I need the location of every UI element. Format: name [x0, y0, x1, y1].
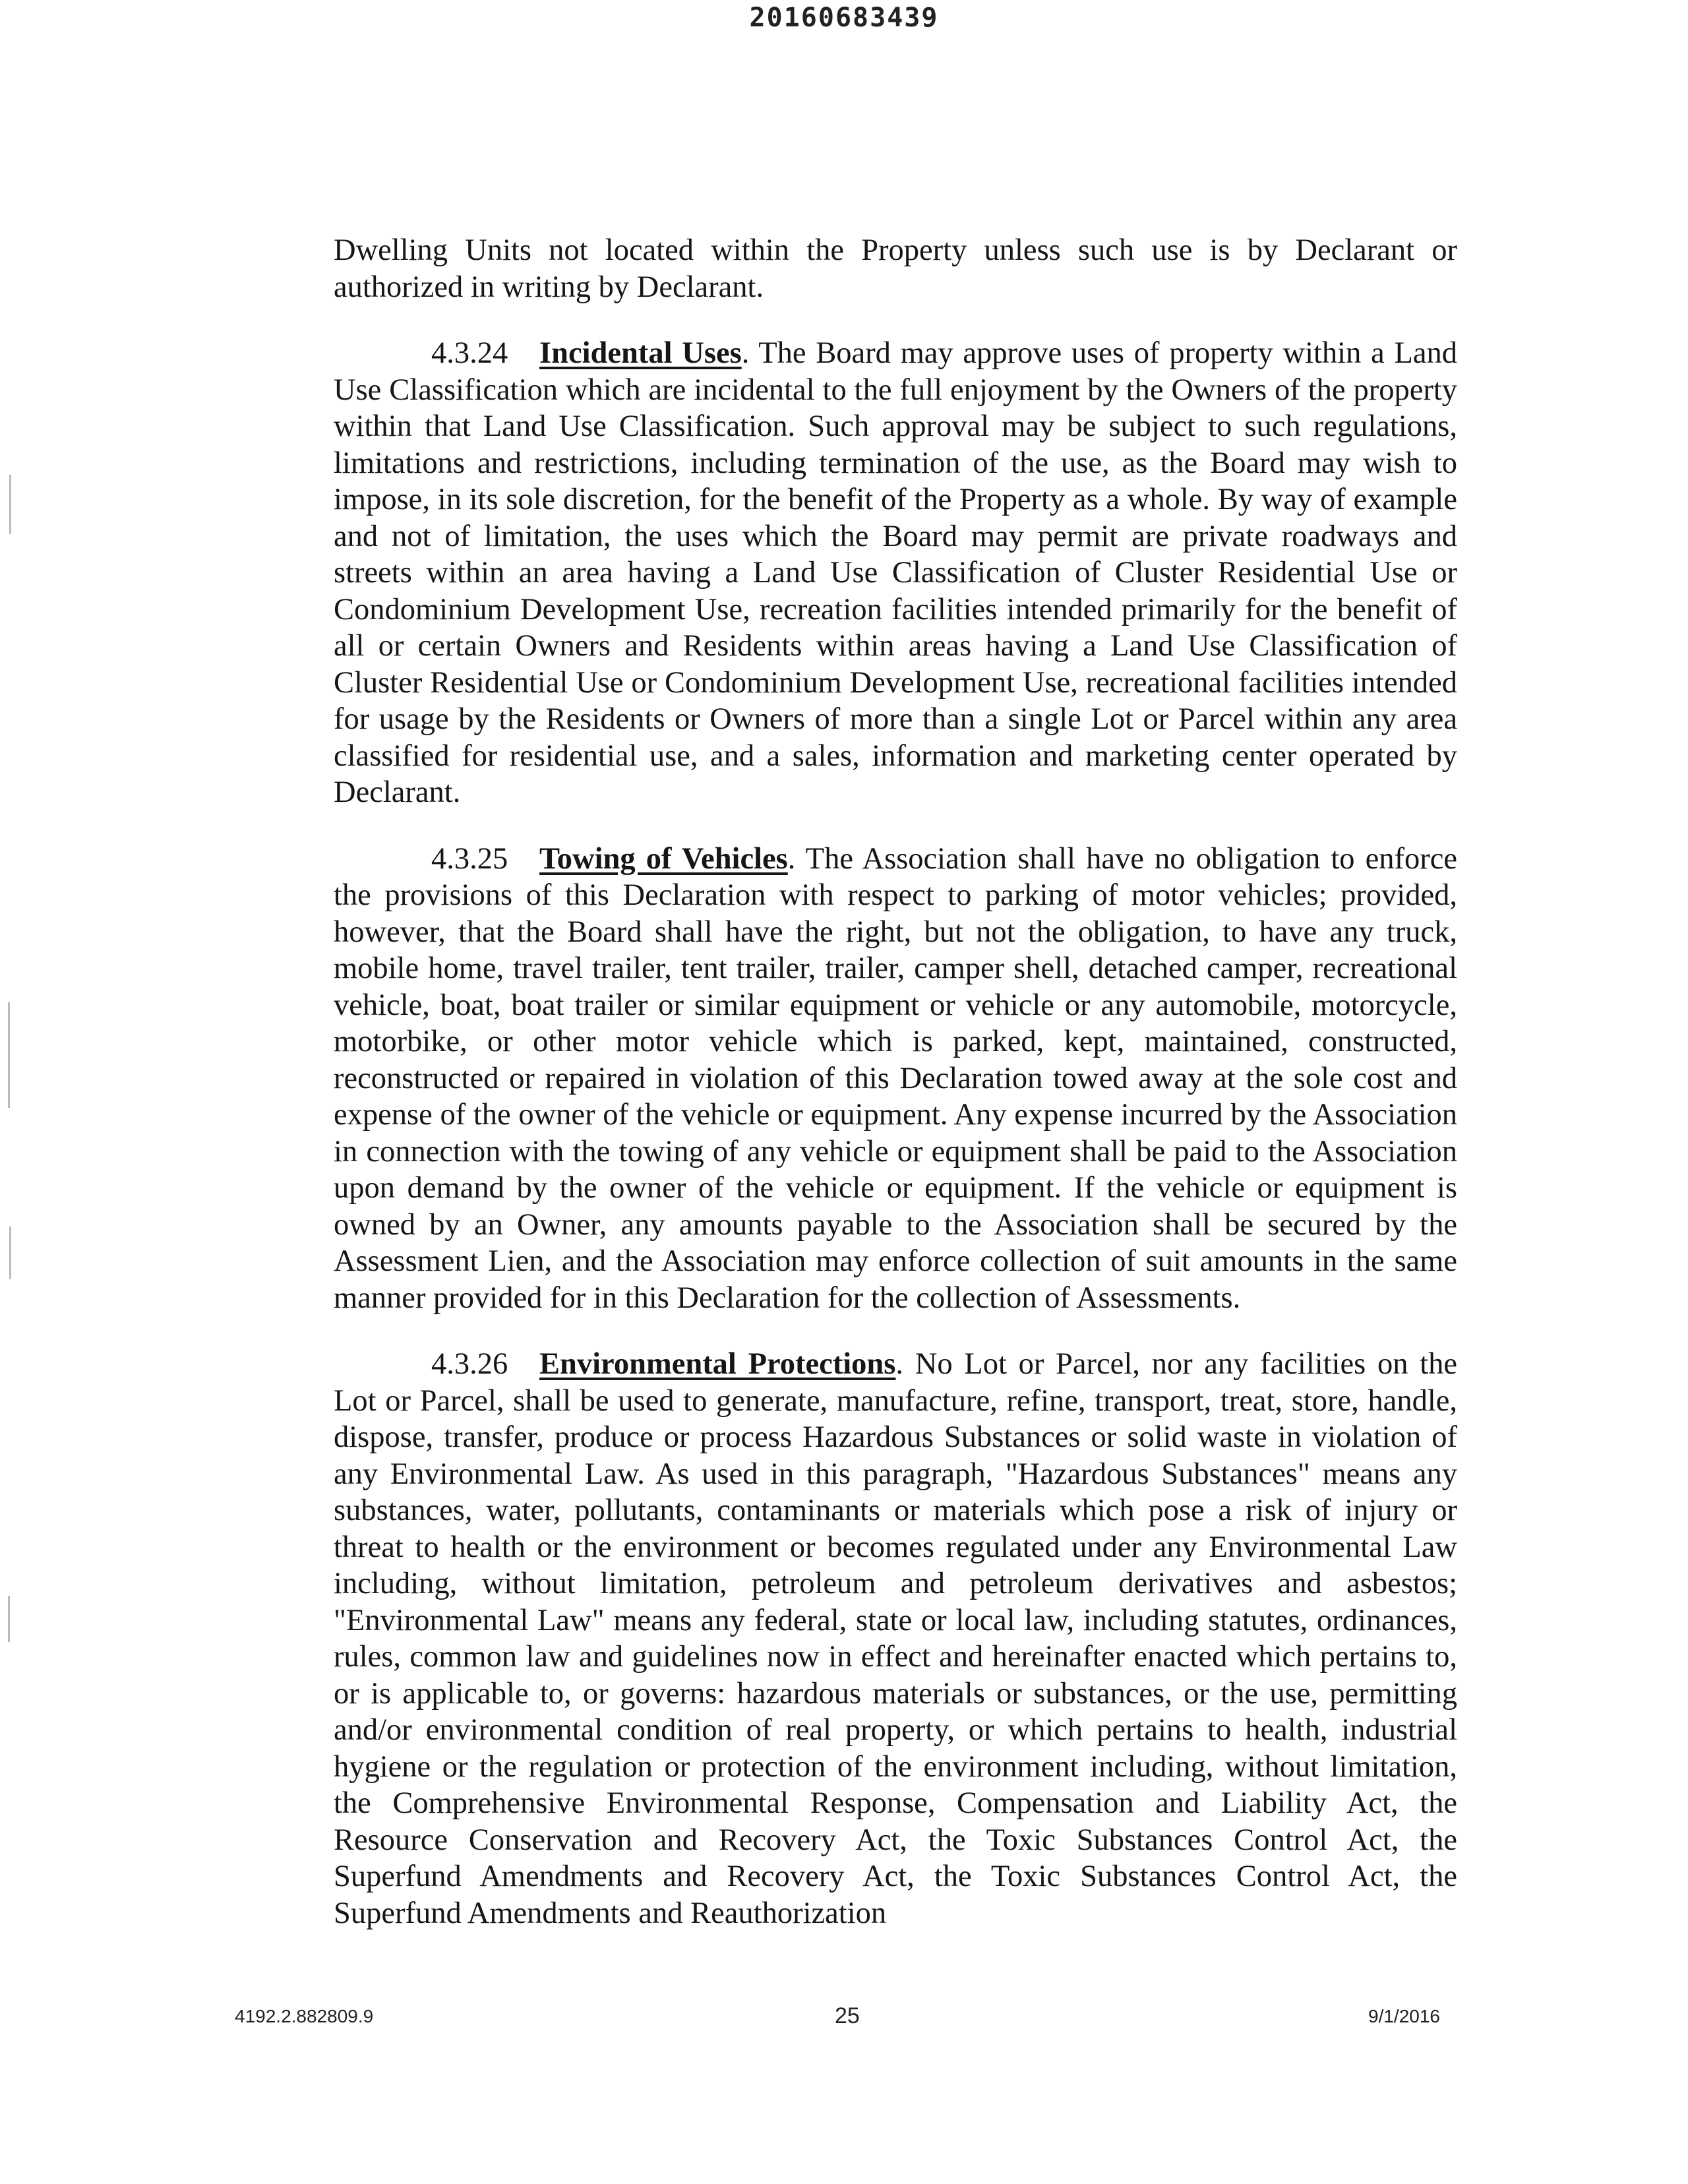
section-heading: Incidental Uses	[539, 336, 742, 370]
scan-artifact	[8, 1002, 10, 1108]
section-4-3-24	[334, 335, 1457, 811]
page-number: 25	[835, 2003, 860, 2028]
section-text: . No Lot or Parcel, nor any facilities on the Lot or Parcel, shall be used to generate, manufacture, refine, transport, treat, store, handle, dispose, transfer, produce or process Hazardous Substances or solid waste in violation of any Environmental Law. As used in this paragraph, "Hazardous Substances" means any substances, water, pollutants, contaminants or materials which pose a risk of injury or threat to health or the environment or becomes regulated under any Environmental Law including, without limitation, petroleum and petroleum derivatives and asbestos; "Environmental Law" means any federal, state or local law, including statutes, ordinances, rules, common law and guidelines now in effect and hereinafter enacted which pertains to, or is applicable to, or governs: hazardous materials or substances, or the use, permitting and/or environmental condition of real property, or which pertains to health, industrial hygiene or the regulation or protection of the environment including, without limitation, the Comprehensive Environmental Response, Compensation and Liability Act, the Resource Conservation and Recovery Act, the Toxic Substances Control Act, the Superfund Amendments and Recovery Act, the Toxic Substances Control Act, the Superfund Amendments and Reauthorization	[334, 1347, 1457, 1930]
section-number: 4.3.26	[431, 1347, 508, 1381]
scan-artifact	[9, 475, 11, 534]
section-number: 4.3.24	[431, 336, 508, 370]
section-number: 4.3.25	[431, 841, 508, 876]
section-heading: Environmental Protections	[539, 1347, 896, 1381]
section-text: . The Board may approve uses of property within a Land Use Classification which are incidental to the full enjoyment by the Owners of the property within that Land Use Classification. Such approval may be subject to such regulations, limitations and restrictions, including termination of the use, as the Board may wish to impose, in its sole discretion, for the benefit of the Property as a whole. By way of example and not of limitation, the uses which the Board may permit are private roadways and streets within an area having a Land Use Classification of Cluster Residential Use or Condominium Development Use, recreation facilities intended primarily for the benefit of all or certain Owners and Residents within areas having a Land Use Classification of Cluster Residential Use or Condominium Development Use, recreational facilities intended for usage by the Residents or Owners of more than a single Lot or Parcel within any area classified for residential use, and a sales, information and marketing center operated by Declarant.	[334, 336, 1457, 809]
footer-doc-ref: 4192.2.882809.9	[235, 2006, 374, 2026]
section-heading: Towing of Vehicles	[539, 841, 788, 876]
scan-artifact	[9, 1227, 11, 1279]
scan-artifact	[8, 1596, 10, 1642]
section-4-3-25	[334, 841, 1457, 1317]
footer-date: 9/1/2016	[1368, 2006, 1440, 2026]
document-body	[334, 232, 1457, 1961]
recording-number: 20160683439	[749, 3, 939, 33]
section-4-3-26	[334, 1346, 1457, 1931]
continuation-paragraph: Dwelling Units not located within the Property unless such use is by Declarant or authorized in writing by Declarant.	[334, 233, 1457, 304]
section-text: . The Association shall have no obligation to enforce the provisions of this Declaration with respect to parking of motor vehicles; provided, however, that the Board shall have the right, but not the obligation, to have any truck, mobile home, travel trailer, tent trailer, trailer, camper shell, detached camper, recreational vehicle, boat, boat trailer or similar equipment or vehicle or any automobile, motorcycle, motorbike, or other motor vehicle which is parked, kept, maintained, constructed, reconstructed or repaired in violation of this Declaration towed away at the sole cost and expense of the owner of the vehicle or equipment. Any expense incurred by the Association in connection with the towing of any vehicle or equipment shall be paid to the Association upon demand by the owner of the vehicle or equipment. If the vehicle or equipment is owned by an Owner, any amounts payable to the Association shall be secured by the Assessment Lien, and the Association may enforce collection of suit amounts in the same manner provided for in this Declaration for the collection of Assessments.	[334, 841, 1457, 1315]
